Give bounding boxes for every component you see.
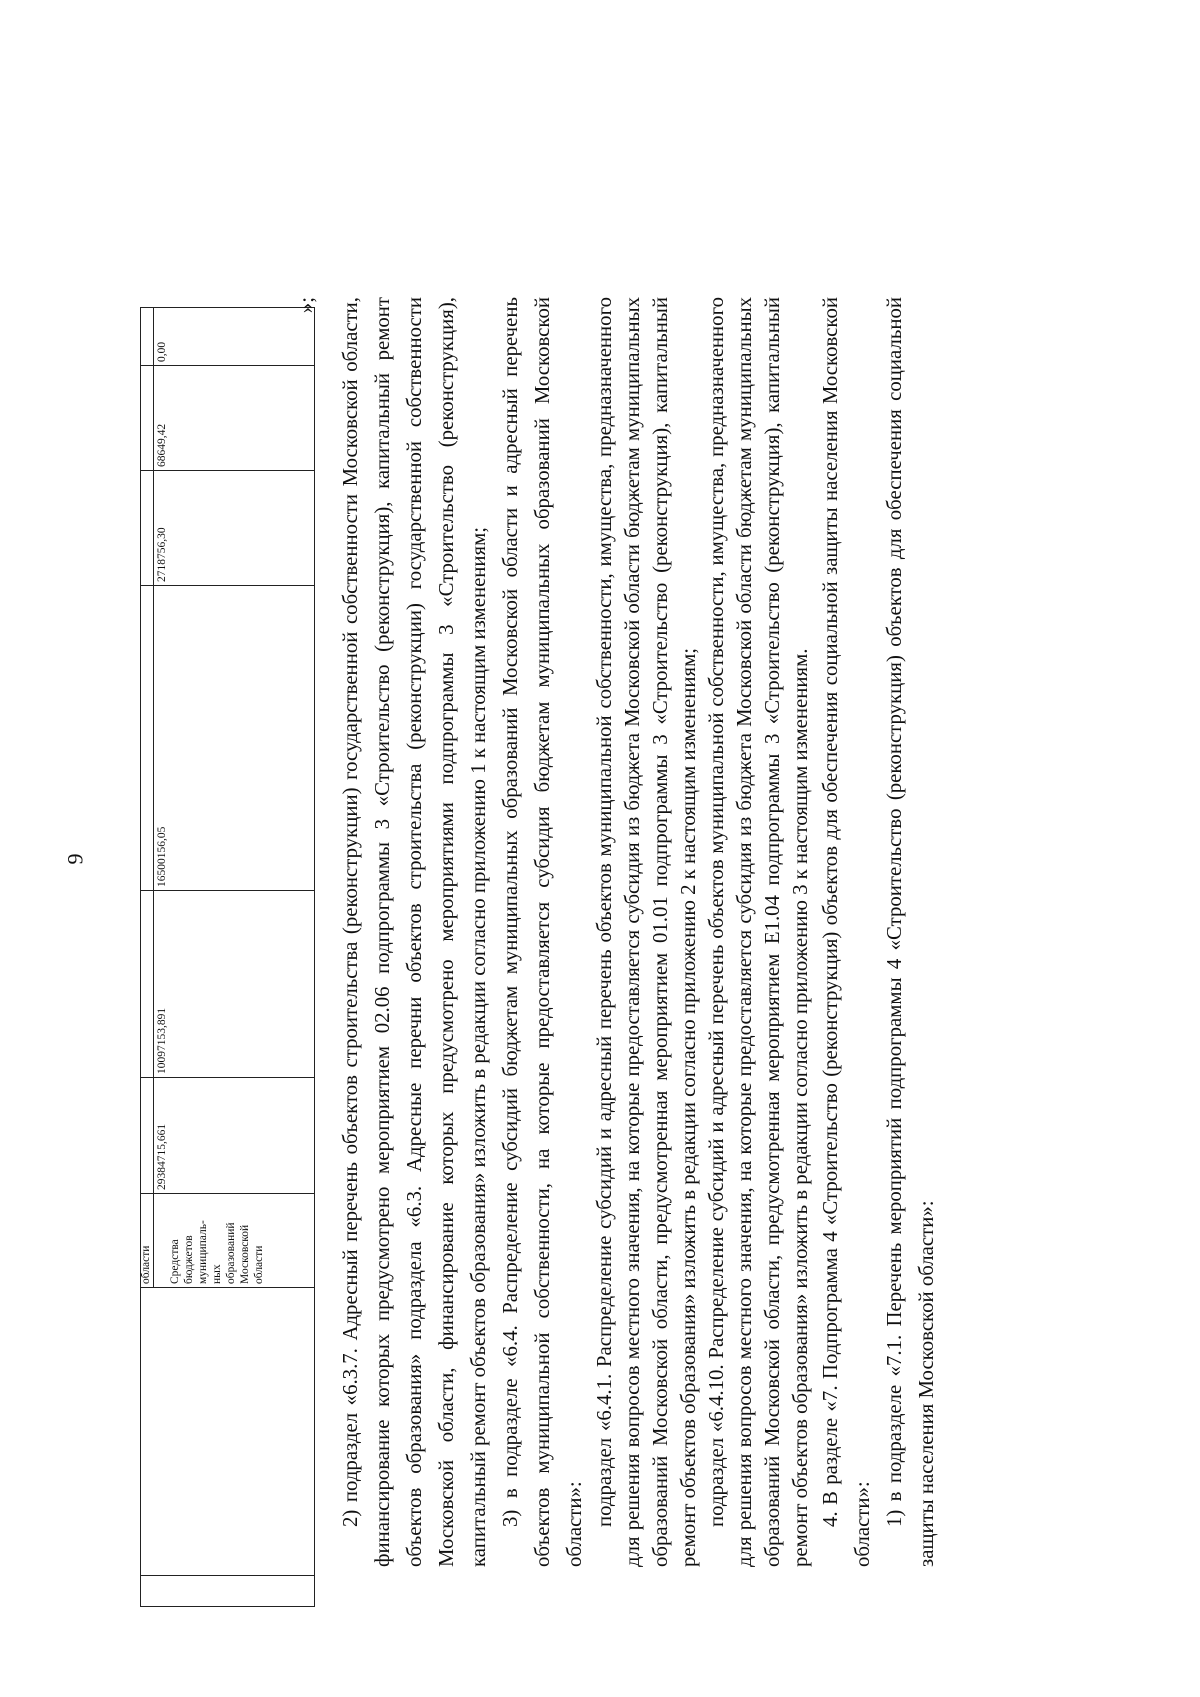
table-column-line	[141, 470, 314, 471]
table-column-line	[141, 365, 314, 366]
rotated-page-content	[0, 257, 1200, 1697]
table-column-line	[141, 1575, 314, 1576]
source-line: муниципаль-	[197, 1220, 209, 1284]
table-column-line	[141, 1077, 314, 1078]
table-cell-value: 29384715,661	[156, 1123, 168, 1190]
funding-source-label	[168, 1220, 266, 1284]
source-line: образований	[225, 1222, 237, 1284]
source-line: ных	[211, 1264, 223, 1284]
paragraph: 3) в подразделе «6.4. Распределение субсидий бюджетам муниципальных образований Московской области и адресный перечень объектов муниципальной собственности, на которые предоставляется субсидия бюджетам муниципальных образований Московской области»:	[499, 297, 586, 1567]
table-column-line	[141, 1193, 314, 1194]
table-cell-value: 68649,42	[156, 423, 168, 467]
table-row-divider	[153, 308, 154, 1288]
table-cell-value: 10097153,891	[156, 1007, 168, 1074]
paragraph: подраздел «6.4.1. Распределение субсидий и адресный перечень объектов муниципальной собственности, имущества, предназначенного для решения вопросов местного значения, на которые предоставляется субсидия из бюджета Московской области бюджетам муниципальных образований Московской области, предусмотренная мероприятием 01.01 подпрограммы 3 «Строительство (реконструкция), капитальный ремонт объектов образования» изложить в редакции согласно приложению 2 к настоящим изменениям;	[593, 297, 700, 1567]
source-line: Московской	[239, 1224, 251, 1284]
paragraph: подраздел «6.4.10. Распределение субсидий и адресный перечень объектов муниципальной собственности, имущества, предназначенного для решения вопросов местного значения, на которые предоставляется субсидия из бюджета Московской области бюджетам муниципальных образований Московской области, предусмотренная мероприятием Е1.04 подпрограммы 3 «Строительство (реконструкция), капитальный ремонт объектов образования» изложить в редакции согласно приложению 3 к настоящим изменениям.	[705, 297, 812, 1567]
budget-table	[140, 307, 315, 1607]
table-cell-value: 0,00	[156, 341, 168, 362]
table-column-line	[141, 585, 314, 586]
paragraph: 4. В разделе «7. Подпрограмма 4 «Строительство (реконструкция) объектов для обеспечения социальной защиты населения Московской области»:	[819, 297, 874, 1567]
page-number: 9	[62, 853, 88, 865]
paragraph: 1) в подразделе «7.1. Перечень мероприятий подпрограммы 4 «Строительство (реконструкция) объектов для обеспечения социальной защиты населения Московской области»:	[883, 297, 938, 1567]
table-cell-value: 2718756,30	[156, 527, 168, 582]
paragraph: 2) подраздел «6.3.7. Адресный перечень объектов строительства (реконструкции) государственной собственности Московской области, финансирование которых предусмотрено мероприятием 02.06 подпрограммы 3 «Строительство (реконструкция), капитальный ремонт объектов образования» подраздела «6.3. Адресные перечни объектов строительства (реконструкции) государственной собственности Московской области, финансирование которых предусмотрено мероприятиями подпрограммы 3 «Строительство (реконструкция), капитальный ремонт объектов образования» изложить в редакции согласно приложению 1 к настоящим изменениям;	[339, 297, 490, 1567]
source-line: бюджетов	[183, 1235, 195, 1284]
document-body	[295, 297, 943, 1567]
source-line: области	[253, 1245, 265, 1284]
table-column-line	[141, 890, 314, 891]
table-cell-value: 16500156,05	[156, 826, 168, 887]
table-column-line	[141, 1287, 314, 1288]
previous-row-label: области	[140, 1245, 152, 1284]
closing-quote: »;	[295, 297, 318, 314]
source-line: Средства	[169, 1239, 181, 1284]
